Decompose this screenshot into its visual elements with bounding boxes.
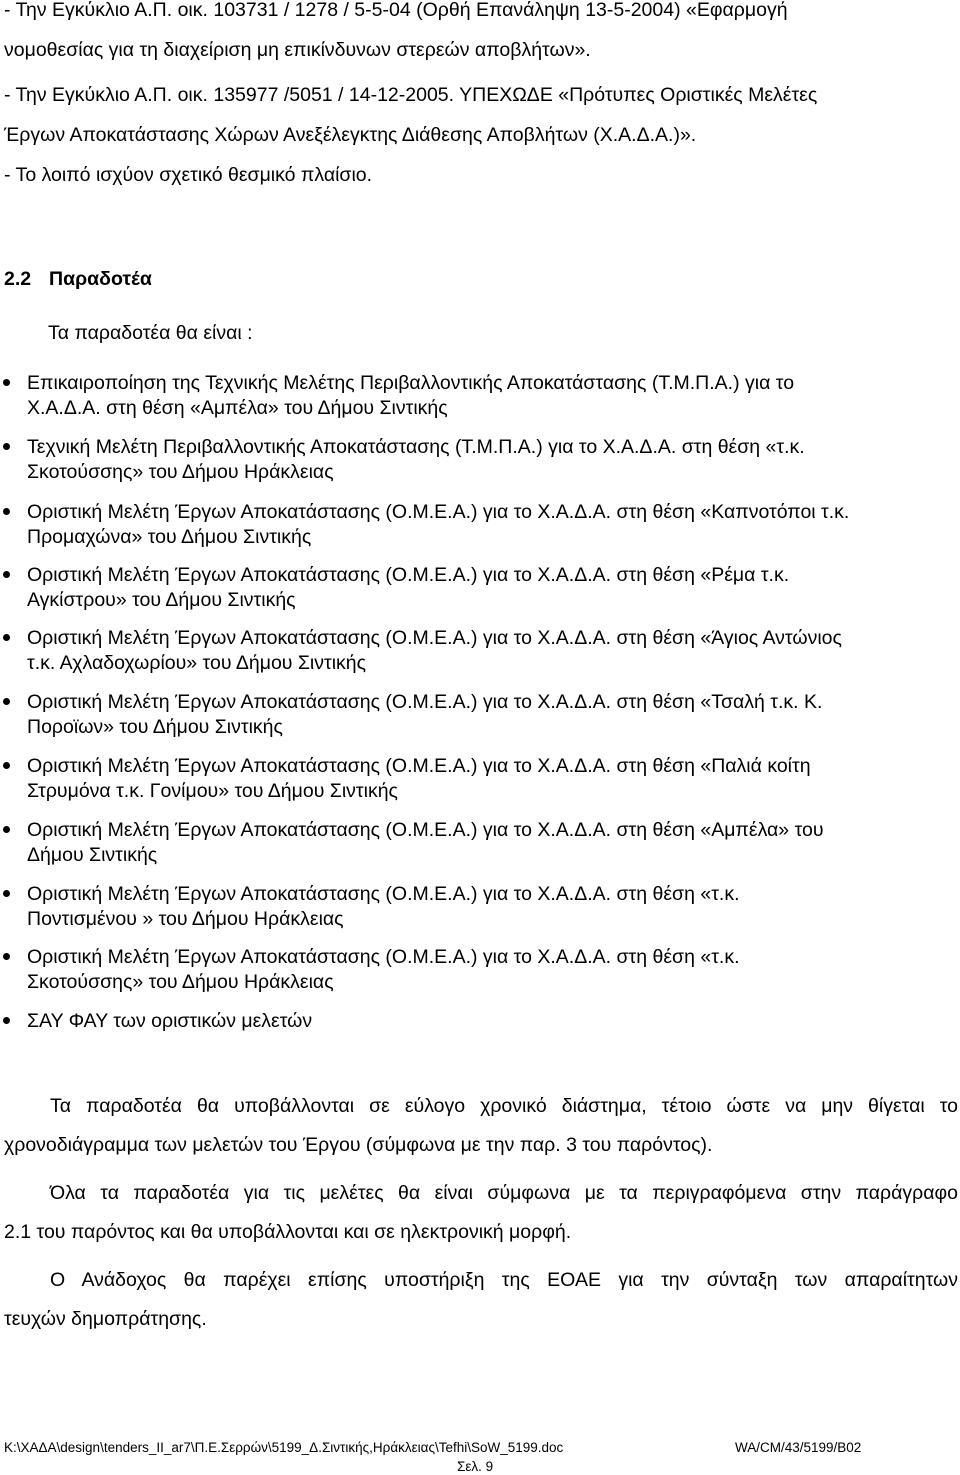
list-item-line: Οριστική Μελέτη Έργων Αποκατάστασης (Ο.Μ.Ε.Α.) για το Χ.Α.Δ.Α. στη θέση «Τσαλή τ.κ. Κ. [27, 691, 823, 713]
bullet-icon [3, 508, 10, 515]
list-item-line: Οριστική Μελέτη Έργων Αποκατάστασης (Ο.Μ.Ε.Α.) για το Χ.Α.Δ.Α. στη θέση «Άγιος Αντώνιος [27, 627, 842, 649]
list-item-line: Σκοτούσσης» του Δήμου Ηράκλειας [27, 971, 334, 993]
paragraph-line: τευχών δημοπράτησης. [4, 1308, 207, 1330]
intro-line: - Την Εγκύκλιο Α.Π. οικ. 135977 /5051 / 14-12-2005. ΥΠΕΧΩΔΕ «Πρότυπες Οριστικές Μελέτες [4, 84, 818, 106]
list-item-line: τ.κ. Αχλαδοχωρίου» του Δήμου Σιντικής [27, 652, 367, 674]
intro-line: Έργων Αποκατάστασης Χώρων Ανεξέλεγκτης Διάθεσης Αποβλήτων (Χ.Α.Δ.Α.)». [4, 124, 697, 146]
bullet-icon [3, 953, 10, 960]
footer-document-code: WA/CM/43/5199/B02 [735, 1440, 862, 1455]
list-item-line: Οριστική Μελέτη Έργων Αποκατάστασης (Ο.Μ.Ε.Α.) για το Χ.Α.Δ.Α. στη θέση «Ρέμα τ.κ. [27, 564, 790, 586]
footer-file-path: K:\ΧΑΔΑ\design\tenders_II_ar7\Π.Ε.Σερρών\5199_Δ.Σιντικής,Ηράκλειας\Tefhi\SoW_5199.doc [4, 1440, 564, 1455]
bullet-icon [3, 379, 10, 386]
list-item-line: Ποροϊων» του Δήμου Σιντικής [27, 716, 283, 738]
list-item-line: Δήμου Σιντικής [27, 844, 158, 866]
list-item-line: Στρυμόνα τ.κ. Γονίμου» του Δήμου Σιντικής [27, 780, 398, 802]
paragraph-line: 2.1 του παρόντος και θα υποβάλλονται και σε ηλεκτρονική μορφή. [4, 1221, 572, 1243]
bullet-icon [3, 634, 10, 641]
paragraph-line: χρονοδιάγραμμα των μελετών του Έργου (σύμφωνα με την παρ. 3 του παρόντος). [4, 1134, 713, 1156]
intro-line: - Την Εγκύκλιο Α.Π. οικ. 103731 / 1278 / 5-5-04 (Ορθή Επανάληψη 13-5-2004) «Εφαρμογή [4, 0, 788, 21]
list-item-line: Οριστική Μελέτη Έργων Αποκατάστασης (Ο.Μ.Ε.Α.) για το Χ.Α.Δ.Α. στη θέση «Καπνοτόποι τ.κ. [27, 501, 850, 523]
bullet-icon [3, 571, 10, 578]
bullet-icon [3, 443, 10, 450]
paragraph-line: Τα παραδοτέα θα υποβάλλονται σε εύλογο χρονικό διάστημα, τέτοιο ώστε να μην θίγεται το [50, 1095, 958, 1117]
section-lead: Τα παραδοτέα θα είναι : [48, 322, 253, 344]
list-item-line: Οριστική Μελέτη Έργων Αποκατάστασης (Ο.Μ.Ε.Α.) για το Χ.Α.Δ.Α. στη θέση «Παλιά κοίτη [27, 755, 811, 777]
list-item-line: Χ.Α.Δ.Α. στη θέση «Αμπέλα» του Δήμου Σιντικής [27, 397, 448, 419]
bullet-icon [3, 698, 10, 705]
list-item-line: ΣΑΥ ΦΑΥ των οριστικών μελετών [27, 1010, 313, 1032]
list-item-line: Τεχνική Μελέτη Περιβαλλοντικής Αποκατάστασης (Τ.Μ.Π.Α.) για το Χ.Α.Δ.Α. στη θέση «τ.κ. [27, 436, 805, 458]
section-number: 2.2 [4, 268, 32, 290]
bullet-icon [3, 1017, 10, 1024]
bullet-icon [3, 826, 10, 833]
paragraph-line: Όλα τα παραδοτέα για τις μελέτες θα είναι σύμφωνα με τα περιγραφόμενα στην παράγραφο [50, 1182, 958, 1204]
bullet-icon [3, 890, 10, 897]
section-title: Παραδοτέα [49, 268, 152, 290]
page-number: Σελ. 9 [457, 1459, 494, 1474]
list-item-line: Αγκίστρου» του Δήμου Σιντικής [27, 589, 296, 611]
bullet-icon [3, 762, 10, 769]
paragraph-line: Ο Ανάδοχος θα παρέχει επίσης υποστήριξη της ΕΟΑΕ για την σύνταξη των απαραίτητων [50, 1269, 958, 1291]
list-item-line: Οριστική Μελέτη Έργων Αποκατάστασης (Ο.Μ.Ε.Α.) για το Χ.Α.Δ.Α. στη θέση «τ.κ. [27, 946, 740, 968]
list-item-line: Οριστική Μελέτη Έργων Αποκατάστασης (Ο.Μ.Ε.Α.) για το Χ.Α.Δ.Α. στη θέση «τ.κ. [27, 883, 740, 905]
list-item-line: Επικαιροποίηση της Τεχνικής Μελέτης Περιβαλλοντικής Αποκατάστασης (Τ.Μ.Π.Α.) για το [27, 372, 795, 394]
list-item-line: Σκοτούσσης» του Δήμου Ηράκλειας [27, 461, 334, 483]
list-item-line: Οριστική Μελέτη Έργων Αποκατάστασης (Ο.Μ.Ε.Α.) για το Χ.Α.Δ.Α. στη θέση «Αμπέλα» του [27, 819, 824, 841]
list-item-line: Ποντισμένου » του Δήμου Ηράκλειας [27, 908, 344, 930]
intro-line: νομοθεσίας για τη διαχείριση μη επικίνδυνων στερεών αποβλήτων». [4, 39, 591, 61]
intro-line: - Το λοιπό ισχύον σχετικό θεσμικό πλαίσιο. [4, 164, 373, 186]
section-heading [4, 266, 152, 292]
list-item-line: Προμαχώνα» του Δήμου Σιντικής [27, 526, 312, 548]
